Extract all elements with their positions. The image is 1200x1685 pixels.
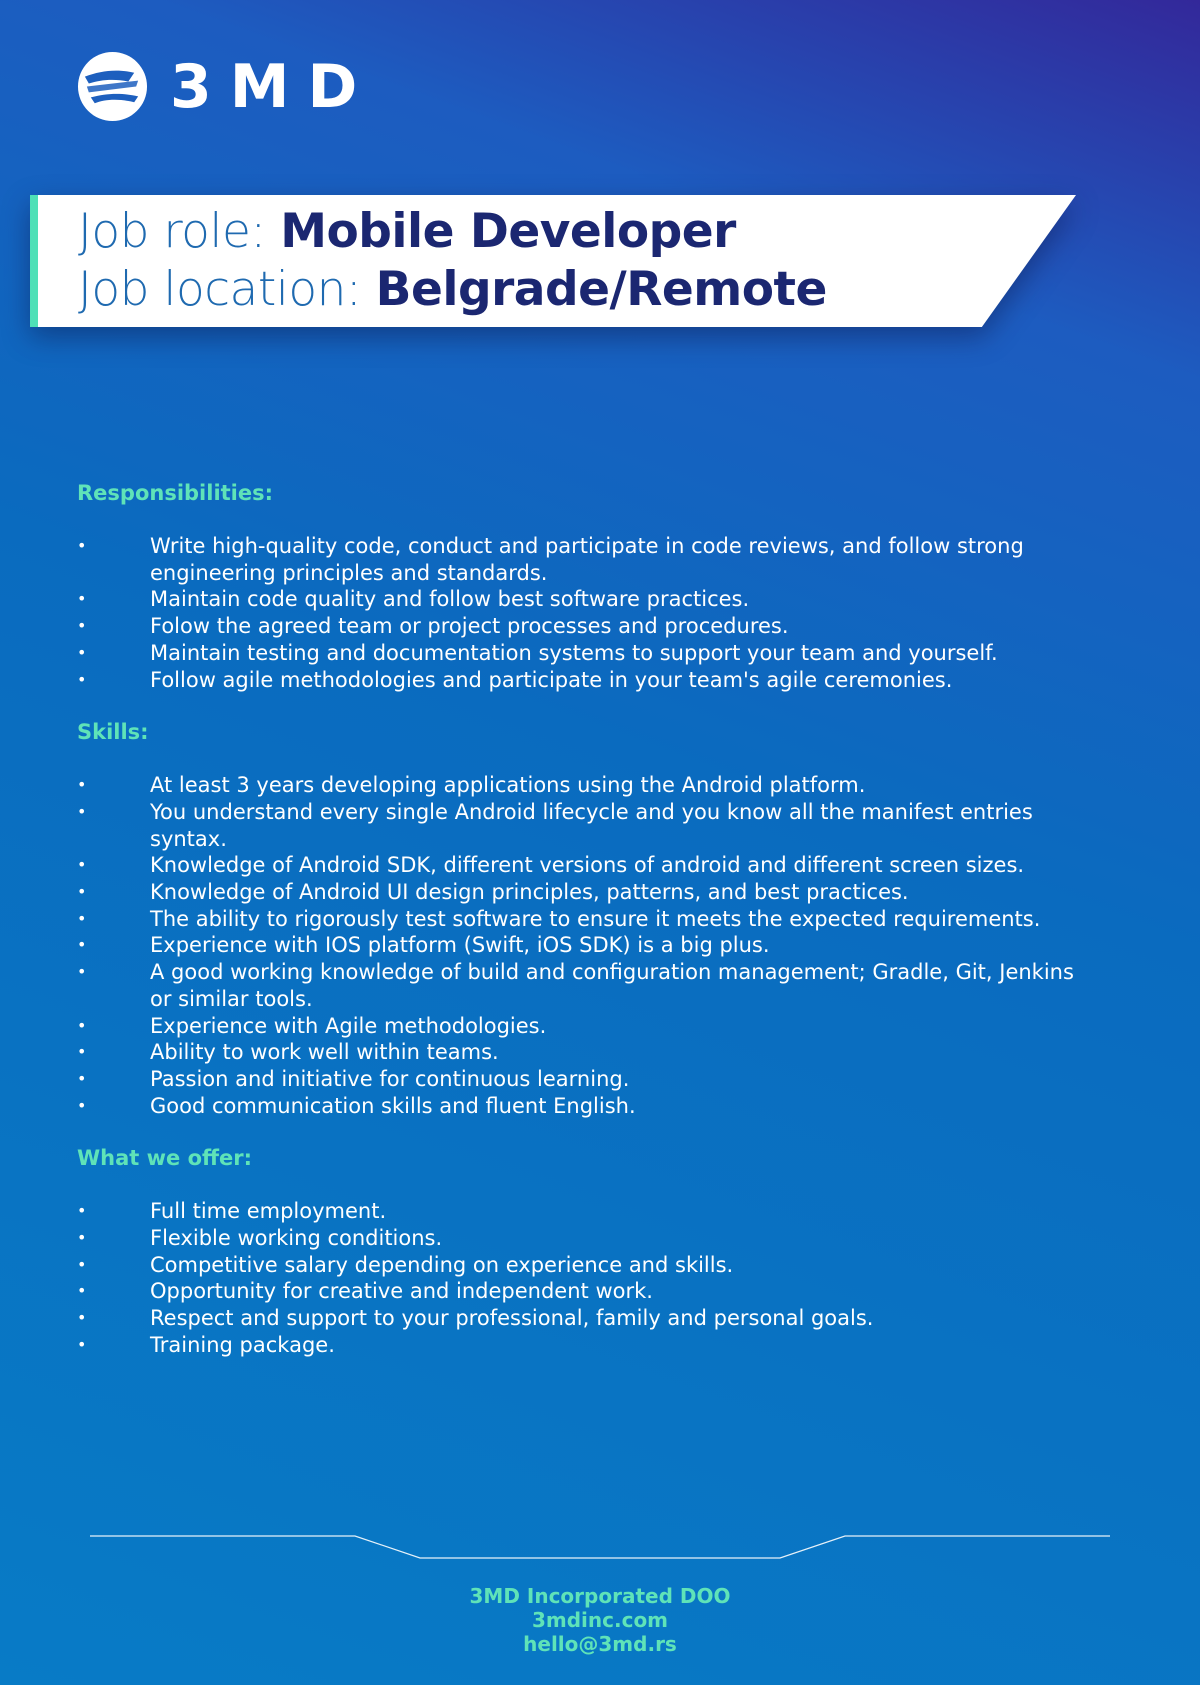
list-item: • Follow agile methodologies and participate in your team's agile ceremonies.	[77, 667, 1077, 694]
skills-title: Skills:	[77, 720, 149, 745]
job-location-value: Belgrade/Remote	[375, 262, 827, 317]
list-item: • Experience with IOS platform (Swift, iOS SDK) is a big plus.	[77, 932, 1077, 959]
footer	[0, 1584, 1200, 1656]
list-item: • You understand every single Android lifecycle and you know all the manifest entries syntax.	[77, 799, 1077, 852]
skills-list	[77, 772, 1117, 1119]
list-item: • At least 3 years developing applications using the Android platform.	[77, 772, 1077, 799]
list-item: • The ability to rigorously test software to ensure it meets the expected requirements.	[77, 906, 1077, 933]
responsibilities-list	[77, 533, 1117, 693]
3md-logo-icon	[77, 51, 148, 122]
list-item: • Folow the agreed team or project processes and procedures.	[77, 613, 1077, 640]
list-item: • Write high-quality code, conduct and participate in code reviews, and follow strong engineering principles and standards.	[77, 533, 1077, 586]
job-role-line	[78, 203, 827, 261]
list-item: • Good communication skills and fluent English.	[77, 1093, 1077, 1120]
3md-wordmark	[170, 60, 406, 112]
list-item: • Passion and initiative for continuous learning.	[77, 1066, 1077, 1093]
list-item: • Ability to work well within teams.	[77, 1039, 1077, 1066]
offer-section	[77, 1145, 1117, 1358]
responsibilities-section	[77, 480, 1117, 693]
list-item: • Competitive salary depending on experience and skills.	[77, 1252, 1077, 1279]
list-item: • Experience with Agile methodologies.	[77, 1013, 1077, 1040]
list-item: • Respect and support to your professional, family and personal goals.	[77, 1305, 1077, 1332]
wordmark-text: 3MD	[170, 60, 376, 112]
footer-company: 3MD Incorporated DOO	[469, 1584, 731, 1608]
job-details	[77, 480, 1117, 1385]
responsibilities-title: Responsibilities:	[77, 481, 274, 505]
banner-text	[78, 203, 827, 319]
job-location-label: Job location:	[78, 262, 376, 317]
footer-email-link[interactable]: hello@3md.rs	[523, 1632, 677, 1656]
list-item: • Knowledge of Android UI design principles, patterns, and best practices.	[77, 879, 1077, 906]
job-banner	[30, 195, 1076, 327]
company-logo	[77, 50, 406, 122]
list-item: • Opportunity for creative and independent work.	[77, 1278, 1077, 1305]
list-item: • A good working knowledge of build and configuration management; Gradle, Git, Jenkins or similar tools.	[77, 959, 1077, 1012]
list-item: • Flexible working conditions.	[77, 1225, 1077, 1252]
footer-website-link[interactable]: 3mdinc.com	[531, 1608, 669, 1632]
job-role-value: Mobile Developer	[280, 204, 736, 259]
offer-list	[77, 1198, 1117, 1358]
footer-divider	[90, 1530, 1110, 1560]
job-role-label: Job role:	[78, 204, 281, 259]
offer-title: What we offer:	[77, 1146, 253, 1171]
skills-section	[77, 719, 1117, 1119]
list-item: • Training package.	[77, 1332, 1077, 1359]
list-item: • Knowledge of Android SDK, different versions of android and different screen sizes.	[77, 852, 1077, 879]
list-item: • Maintain testing and documentation systems to support your team and yourself.	[77, 640, 1077, 667]
list-item: • Full time employment.	[77, 1198, 1077, 1225]
list-item: • Maintain code quality and follow best software practices.	[77, 586, 1077, 613]
banner-accent-bar	[30, 195, 38, 327]
job-location-line	[78, 261, 827, 319]
